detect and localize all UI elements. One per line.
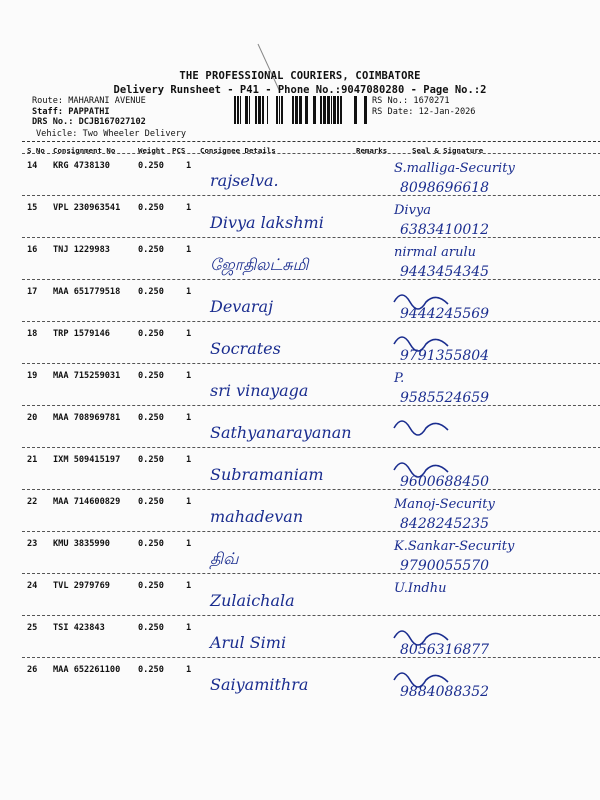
consignee-handwriting: Zulaichala (210, 591, 295, 610)
barcode-bar (327, 96, 330, 124)
table-row (22, 615, 600, 658)
signature-handwriting: U.Indhu (394, 581, 447, 596)
barcode-bar (279, 96, 280, 124)
phone-handwriting: 8098696618 (400, 180, 490, 196)
table-row (22, 405, 600, 448)
row-consignment: IXM 509415197 (53, 455, 121, 465)
consignee-handwriting: rajselva. (210, 171, 279, 190)
handwritten-area (22, 280, 600, 322)
table-row (22, 573, 600, 616)
row-pcs: 1 (186, 329, 192, 339)
handwritten-area (22, 574, 600, 616)
row-consignment: MAA 651779518 (53, 287, 121, 297)
consignee-handwriting: mahadevan (210, 507, 304, 526)
row-pcs: 1 (186, 623, 192, 633)
barcode-bar (234, 96, 236, 124)
row-sno: 26 (27, 665, 38, 675)
row-sno: 16 (27, 245, 38, 255)
barcode-bar (337, 96, 339, 124)
row-consignment: MAA 652261100 (53, 665, 121, 675)
signature-handwriting: Manoj-Security (394, 497, 495, 512)
row-consignment: TRP 1579146 (53, 329, 110, 339)
barcode-bar (267, 96, 268, 124)
row-sno: 17 (27, 287, 38, 297)
row-weight: 0.250 (138, 455, 164, 465)
handwritten-area (22, 364, 600, 406)
phone-handwriting: 8428245235 (400, 516, 490, 532)
handwritten-area (22, 532, 600, 574)
barcode-bar (240, 96, 241, 124)
row-weight: 0.250 (138, 623, 164, 633)
table-row (22, 489, 600, 532)
barcode-bar (323, 96, 326, 124)
signature-handwriting: nirmal arulu (394, 245, 476, 260)
row-pcs: 1 (186, 497, 192, 507)
phone-handwriting: 9600688450 (400, 474, 490, 490)
col-seal: Seal & Signature (412, 146, 484, 155)
row-weight: 0.250 (138, 581, 164, 591)
barcode-bar (364, 96, 367, 124)
row-consignment: KMU 3835990 (53, 539, 110, 549)
barcode-bar (292, 96, 294, 124)
row-pcs: 1 (186, 371, 192, 381)
row-sno: 22 (27, 497, 38, 507)
row-weight: 0.250 (138, 287, 164, 297)
table-row (22, 279, 600, 322)
row-pcs: 1 (186, 161, 192, 171)
table-row (22, 321, 600, 364)
barcode-bar (340, 96, 342, 124)
barcode-bar (354, 96, 357, 124)
phone-handwriting: 9884088352 (400, 684, 490, 700)
company-title: THE PROFESSIONAL COURIERS, COIMBATORE (179, 70, 421, 82)
table-row (22, 657, 600, 700)
vehicle-text: Vehicle: Two Wheeler Delivery (36, 129, 187, 139)
barcode-bar (262, 96, 264, 124)
handwritten-area (22, 406, 600, 448)
row-consignment: MAA 708969781 (53, 413, 121, 423)
consignee-handwriting: Arul Simi (210, 633, 287, 652)
barcode-bar (258, 96, 261, 124)
row-consignment: KRG 4738130 (53, 161, 110, 171)
row-sno: 18 (27, 329, 38, 339)
col-weight: Weight (138, 146, 165, 155)
row-sno: 14 (27, 161, 38, 171)
signature-handwriting: S.malliga-Security (394, 161, 515, 176)
col-consignee: Consignee Details (200, 146, 276, 155)
signature-handwriting: P. (394, 371, 405, 386)
handwritten-area (22, 238, 600, 280)
row-sno: 21 (27, 455, 38, 465)
barcode (234, 96, 370, 124)
row-pcs: 1 (186, 287, 192, 297)
barcode-bar (331, 96, 332, 124)
col-remarks: Remarks (356, 146, 388, 155)
consignee-handwriting: ஜோதிலட்சுமி (210, 255, 309, 274)
row-weight: 0.250 (138, 203, 164, 213)
phone-handwriting: 9790055570 (400, 558, 490, 574)
barcode-bar (313, 96, 316, 124)
row-consignment: TSI 423843 (53, 623, 105, 633)
meta-right (372, 96, 475, 117)
table-row (22, 153, 600, 196)
runsheet-title: Delivery Runsheet - P41 - Phone No.:9047080280 - Page No.:2 (113, 84, 487, 96)
row-weight: 0.250 (138, 161, 164, 171)
phone-handwriting: 9791355804 (400, 348, 490, 364)
row-pcs: 1 (186, 539, 192, 549)
row-sno: 19 (27, 371, 38, 381)
row-weight: 0.250 (138, 497, 164, 507)
staff-text: Staff: PAPPATHI (32, 106, 110, 117)
consignee-handwriting: Subramaniam (210, 465, 324, 484)
row-weight: 0.250 (138, 371, 164, 381)
phone-handwriting: 6383410012 (400, 222, 490, 238)
consignee-handwriting: Socrates (210, 339, 281, 358)
barcode-bar (305, 96, 308, 124)
row-sno: 25 (27, 623, 38, 633)
handwritten-area (22, 616, 600, 658)
row-pcs: 1 (186, 665, 192, 675)
consignee-handwriting: திவ் (210, 549, 239, 568)
drs-text: DRS No.: DCJB167027102 (32, 117, 146, 127)
row-consignment: TNJ 1229983 (53, 245, 110, 255)
table-row (22, 237, 600, 280)
meta-left (32, 96, 146, 128)
barcode-bar (255, 96, 257, 124)
row-sno: 15 (27, 203, 38, 213)
rs-no-text: RS No.: 1670271 (372, 96, 450, 106)
col-consignment: Consignment No (53, 146, 116, 155)
signature-scribble (394, 421, 448, 435)
phone-handwriting: 9443454345 (400, 264, 490, 280)
phone-handwriting: 9444245569 (400, 306, 490, 322)
row-weight: 0.250 (138, 413, 164, 423)
barcode-bar (295, 96, 298, 124)
barcode-bar (320, 96, 322, 124)
col-pcs: PCS (172, 146, 186, 155)
phone-handwriting: 9585524659 (400, 390, 490, 406)
barcode-bar (237, 96, 239, 124)
row-pcs: 1 (186, 455, 192, 465)
row-consignment: MAA 715259031 (53, 371, 121, 381)
barcode-bar (276, 96, 278, 124)
row-consignment: MAA 714600829 (53, 497, 121, 507)
barcode-bar (245, 96, 248, 124)
row-consignment: VPL 230963541 (53, 203, 121, 213)
phone-handwriting: 8056316877 (400, 642, 490, 658)
signature-handwriting: K.Sankar-Security (394, 539, 515, 554)
consignee-handwriting: Saiyamithra (210, 675, 309, 694)
barcode-bar (281, 96, 283, 124)
table-row (22, 531, 600, 574)
signature-handwriting: Divya (394, 203, 432, 218)
barcode-bar (333, 96, 336, 124)
consignee-handwriting: sri vinayaga (210, 381, 309, 400)
barcode-bar (249, 96, 250, 124)
handwritten-area (22, 658, 600, 700)
row-weight: 0.250 (138, 539, 164, 549)
table-row (22, 363, 600, 406)
row-pcs: 1 (186, 581, 192, 591)
row-sno: 20 (27, 413, 38, 423)
col-sno: S No (27, 146, 45, 155)
row-weight: 0.250 (138, 245, 164, 255)
row-pcs: 1 (186, 203, 192, 213)
table-row (22, 195, 600, 238)
header-divider-top (22, 141, 600, 142)
consignee-handwriting: Sathyanarayanan (210, 423, 352, 442)
rs-date-text: RS Date: 12-Jan-2026 (372, 106, 476, 117)
row-weight: 0.250 (138, 665, 164, 675)
row-sno: 23 (27, 539, 38, 549)
row-pcs: 1 (186, 413, 192, 423)
consignee-handwriting: Devaraj (210, 297, 274, 316)
handwritten-area (22, 154, 600, 196)
handwritten-area (22, 448, 600, 490)
row-consignment: TVL 2979769 (53, 581, 110, 591)
barcode-bar (299, 96, 302, 124)
handwritten-area (22, 490, 600, 532)
handwritten-area (22, 196, 600, 238)
consignee-handwriting: Divya lakshmi (210, 213, 324, 232)
row-sno: 24 (27, 581, 38, 591)
row-pcs: 1 (186, 245, 192, 255)
handwritten-area (22, 322, 600, 364)
table-row (22, 447, 600, 490)
row-weight: 0.250 (138, 329, 164, 339)
route-text: Route: MAHARANI AVENUE (32, 96, 146, 106)
